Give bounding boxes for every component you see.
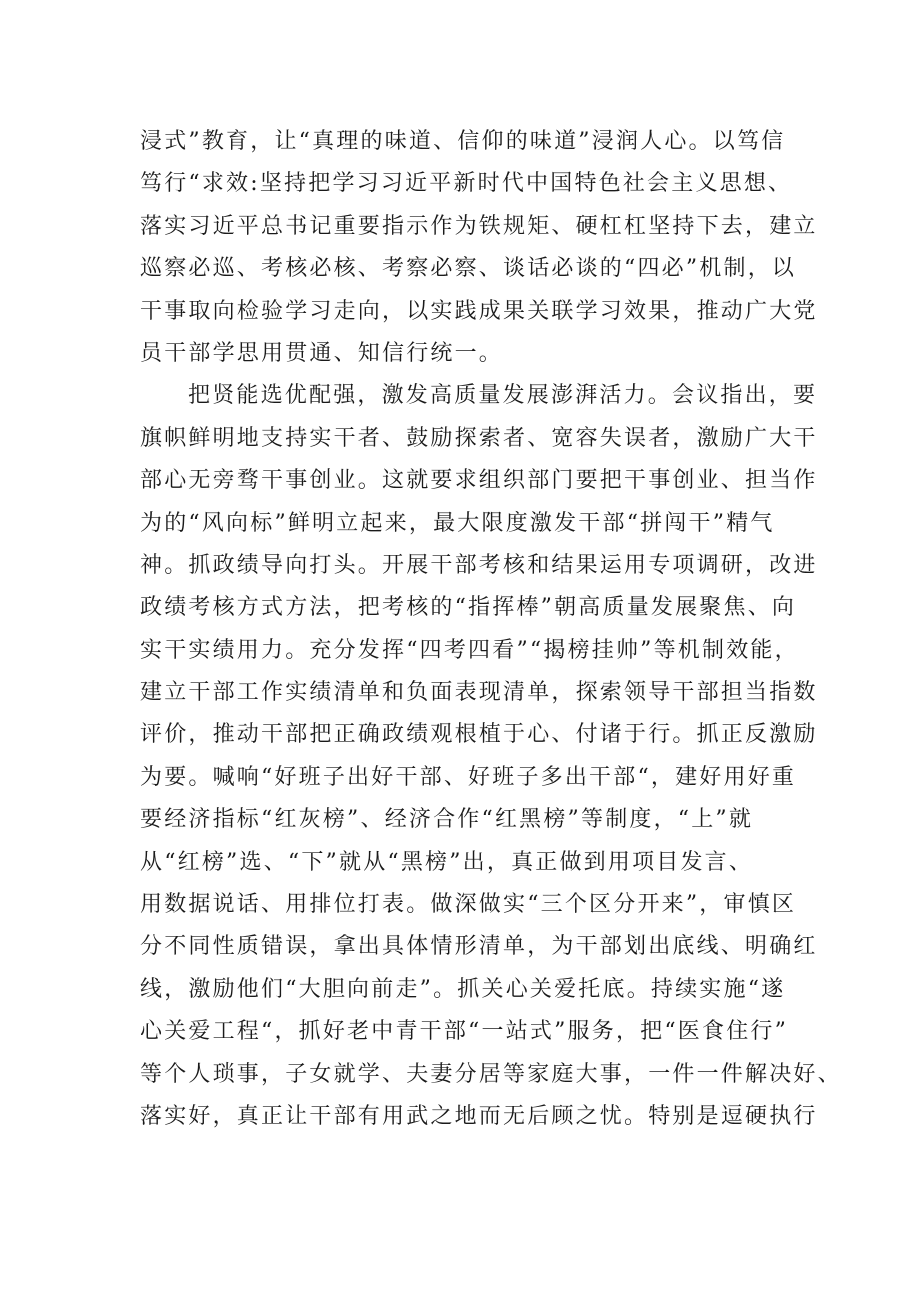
text-line: 心关爱工程“，抓好老中青干部“一站式”服务，把“医食住行” bbox=[140, 1019, 789, 1045]
text-line: 巡察必巡、考核必核、考察必察、谈话必谈的“四必”机制，以 bbox=[140, 256, 797, 282]
text-line: 建立干部工作实绩清单和负面表现清单，探索领导干部担当指数 bbox=[140, 680, 818, 706]
text-line: 旗帜鲜明地支持实干者、鼓励探索者、宽容失误者，激励广大干 bbox=[140, 425, 818, 451]
text-line: 笃行“求效:坚持把学习习近平新时代中国特色社会主义思想、 bbox=[140, 171, 793, 197]
text-line: 分不同性质错误，拿出具体情形清单，为干部划出底线、明确红 bbox=[140, 934, 818, 960]
text-line: 为的“风向标”鲜明立起来，最大限度激发干部“拼闯干”精气 bbox=[140, 510, 775, 536]
text-line: 浸式”教育，让“真理的味道、信仰的味道”浸润人心。以笃信 bbox=[140, 129, 786, 154]
text-line: 为要。喊响“好班子出好干部、好班子多出干部“，建好用好重 bbox=[140, 764, 797, 790]
text-line: 线，激励他们“大胆向前走”。抓关心关爱托底。持续实施“遂 bbox=[140, 976, 786, 1002]
text-line: 部心无旁骛干事创业。这就要求组织部门要把干事创业、担当作 bbox=[140, 468, 818, 494]
body-text bbox=[140, 121, 842, 1138]
text-line: 实干实绩用力。充分发挥“四考四看”“揭榜挂帅”等机制效能， bbox=[140, 637, 799, 663]
text-line: 政绩考核方式方法，把考核的“指挥棒”朝高质量发展聚焦、向 bbox=[140, 595, 797, 621]
paragraph-first-line: 把贤能选优配强，激发高质量发展澎湃活力。会议指出，要 bbox=[188, 383, 818, 409]
text-line: 神。抓政绩导向打头。开展干部考核和结果运用专项调研，改进 bbox=[140, 552, 818, 578]
text-line: 落实好，真正让干部有用武之地而无后顾之忧。特别是逗硬执行 bbox=[140, 1103, 818, 1129]
text-line: 等个人琐事，子女就学、夫妻分居等家庭大事，一件一件解决好、 bbox=[140, 1061, 842, 1087]
text-line: 评价，推动干部把正确政绩观根植于心、付诸于行。抓正反激励 bbox=[140, 722, 818, 748]
text-line: 落实习近平总书记重要指示作为铁规矩、硬杠杠坚持下去，建立 bbox=[140, 213, 818, 239]
text-line: 用数据说话、用排位打表。做深做实“三个区分开来”，审慎区 bbox=[140, 892, 797, 918]
text-line: 干事取向检验学习走向，以实践成果关联学习效果，推动广大党 bbox=[140, 298, 818, 324]
text-line: 员干部学思用贯通、知信行统一。 bbox=[140, 340, 504, 366]
text-line: 要经济指标“红灰榜”、经济合作“红黑榜”等制度，“上”就 bbox=[140, 807, 754, 833]
text-line: 从“红榜”选、“下”就从“黑榜”出，真正做到用项目发言、 bbox=[140, 849, 754, 875]
